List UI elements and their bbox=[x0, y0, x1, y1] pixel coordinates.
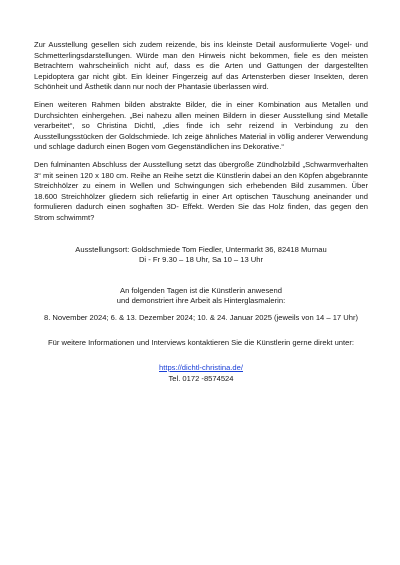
contact-link-row bbox=[34, 363, 368, 374]
contact-phone: Tel. 0172 -8574524 bbox=[168, 373, 234, 383]
opening-hours: Di - Fr 9.30 – 18 Uhr, Sa 10 – 13 Uhr bbox=[138, 255, 264, 265]
artist-presence-info bbox=[34, 286, 368, 324]
presence-description: und demonstriert ihre Arbeit als Hinterglasmalerin: bbox=[116, 296, 286, 306]
contact-intro: Für weitere Informationen und Interviews kontaktieren Sie die Künstlerin gerne direkt unter: bbox=[47, 338, 355, 348]
document-body bbox=[34, 40, 368, 384]
paragraph-abstract-images: Einen weiteren Rahmen bilden abstrakte Bilder, die in einer Kombination aus Metallen und Durchsichten einhergehen. „Bei nahezu allen meinen Bildern in dieser Ausstellung sind Metalle verarbeitet“, so Christina Dichtl, „dies finde ich sehr reizend in Verbindung zu den Ausstellungsstücken der Goldschmiede. Ich zeige ähnliches Material in völlig anderer Verwendung und schlage dadurch einen Bogen vom Gegenständlichen ins Dekorative.“ bbox=[34, 99, 368, 152]
presence-dates: 8. November 2024; 6. & 13. Dezember 2024; 10. & 24. Januar 2025 (jeweils von 14 – 17 Uhr) bbox=[43, 312, 359, 322]
paragraph-butterflies: Zur Ausstellung gesellen sich zudem reizende, bis ins kleinste Detail ausformulierte Vogel- und Schmetterlingsdarstellungen. Würde man den Hinweis nicht bekommen, fiele es den meisten Betrachtern wahrscheinlich nicht auf, dass es die Arten und Gattungen der dargestellten Lepidoptera gar nicht gibt. Ein kleiner Fingerzeig auf das Artensterben dieser Insekten, deren Schönheit und Ästhetik dann nur noch der Phantasie überlassen wird. bbox=[34, 40, 368, 92]
website-link[interactable]: https://dichtl-christina.de/ bbox=[159, 363, 243, 373]
paragraph-matchstick-artwork: Den fulminanten Abschluss der Ausstellung setzt das übergroße Zündholzbild „Schwarmverhalten 3“ mit seinen 120 x 180 cm. Reihe an Reihe setzt die Künstlerin dabei an den Köpfen abgebrannte Streichhölzer zu einem in Wellen und Schwingungen sich erhebenden Bild zusammen. Über 18.600 Streichhölzer gliedern sich reliefartig in einer Art optischen Täuschung aneinander und formulieren dadurch einen soghaften 3D- Effekt. Werden Sie das Holz finden, das gegen den Strom schwimmt? bbox=[34, 159, 368, 222]
venue-info bbox=[34, 245, 368, 266]
venue-address: Ausstellungsort: Goldschmiede Tom Fiedler, Untermarkt 36, 82418 Murnau bbox=[75, 244, 327, 254]
presence-intro: An folgenden Tagen ist die Künstlerin anwesend bbox=[120, 285, 282, 295]
contact-info bbox=[34, 338, 368, 384]
